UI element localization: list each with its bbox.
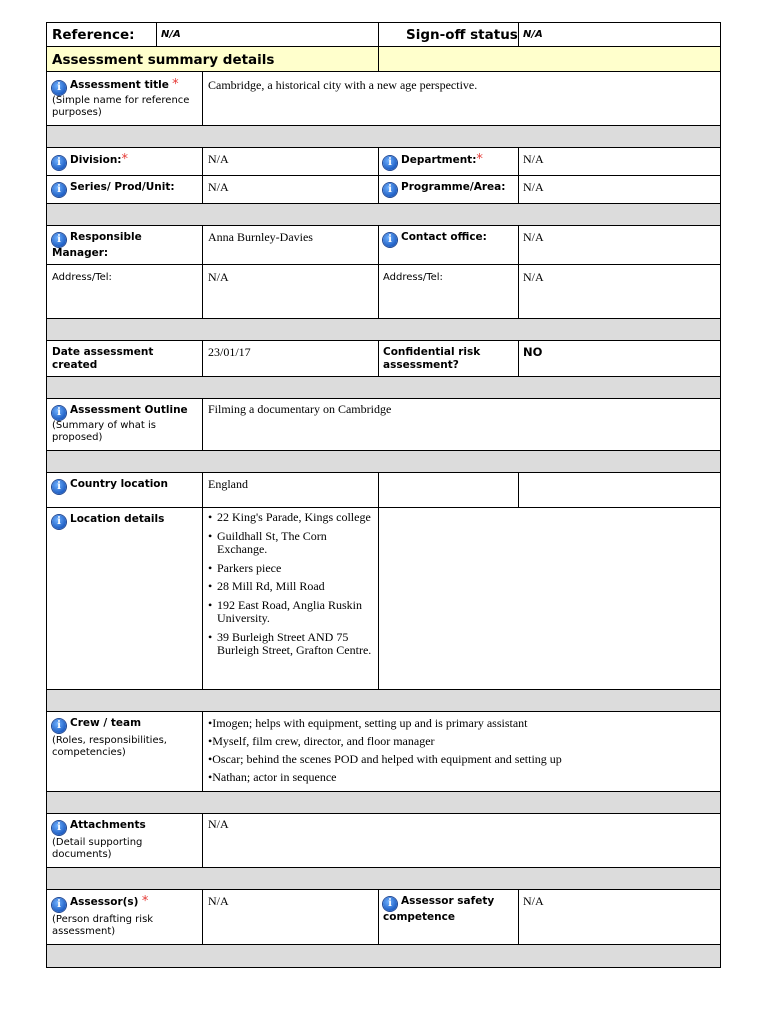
attachments-hint: (Detail supporting documents) [52,837,143,860]
required-asterisk: * [141,894,149,909]
separator-row [47,944,721,967]
location-details-list [208,511,374,663]
country-location-label: i Country location [52,478,168,494]
info-icon[interactable]: i [383,233,397,247]
info-icon[interactable]: i [52,480,66,494]
date-created-label: Date assessment created [52,346,154,371]
programme-value: N/A [523,180,544,194]
required-asterisk: * [172,77,179,92]
assessment-outline-value: Filming a documentary on Cambridge [208,402,392,416]
department-value: N/A [523,152,544,166]
required-asterisk: * [121,152,128,167]
separator-row [47,203,721,225]
list-item: • 39 Burleigh Street AND 75 Burleigh Street, Grafton Centre. [208,631,374,658]
info-icon[interactable]: i [52,719,66,733]
address-tel-label: Address/Tel: [52,272,112,283]
info-icon[interactable]: i [52,821,66,835]
list-item: • Guildhall St, The Corn Exchange. [208,530,374,557]
info-icon[interactable]: i [52,515,66,529]
assessors-hint: (Person drafting risk assessment) [52,914,154,937]
confidential-label: Confidential risk assessment? [383,346,481,371]
list-item: •Myself, film crew, director, and floor manager [208,734,435,748]
responsible-manager-value: Anna Burnley-Davies [208,230,313,244]
signoff-status-label: Sign-off status [406,27,518,43]
division-value: N/A [208,152,229,166]
series-label: i Series/ Prod/Unit: [52,181,175,197]
list-item: • 22 King's Parade, Kings college [208,511,374,525]
assessor-competence-label: i Assessor safety competence [383,895,495,923]
assessment-title-value: Cambridge, a historical city with a new age perspective. [208,78,478,92]
assessment-title-label: i Assessment title * (Simple name for reference purposes) [52,78,198,119]
list-item: •Nathan; actor in sequence [208,770,337,784]
separator-row [47,689,721,711]
location-details-label: i Location details [52,513,164,529]
division-label: i Division:* [52,153,128,170]
country-location-value: England [208,477,248,491]
date-created-value: 23/01/17 [208,345,251,359]
attachments-value: N/A [208,817,229,831]
address-tel-label: Address/Tel: [383,272,443,283]
info-icon[interactable]: i [52,81,66,95]
attachments-label: i Attachments (Detail supporting documents) [52,819,198,861]
crew-team-hint: (Roles, responsibilities, competencies) [52,735,167,758]
list-item: •Imogen; helps with equipment, setting up and is primary assistant [208,716,528,730]
series-value: N/A [208,180,229,194]
assessors-label: i Assessor(s) * (Person drafting risk assessment) [52,895,198,938]
list-item: • 28 Mill Rd, Mill Road [208,580,374,594]
assessment-outline-label: i Assessment Outline (Summary of what is proposed) [52,404,198,444]
info-icon[interactable]: i [52,183,66,197]
separator-row [47,376,721,398]
department-label: i Department:* [383,153,483,170]
separator-row [47,318,721,340]
signoff-status-value: N/A [523,29,543,40]
separator-row [47,125,721,147]
info-icon[interactable]: i [383,183,397,197]
assessment-title-hint: (Simple name for reference purposes) [52,95,190,118]
info-icon[interactable]: i [383,897,397,911]
reference-label: Reference: [52,27,135,43]
programme-label: i Programme/Area: [383,181,505,197]
assessor-competence-value: N/A [523,894,544,908]
separator-row [47,791,721,813]
list-item: • Parkers piece [208,562,374,576]
list-item: •Oscar; behind the scenes POD and helped with equipment and setting up [208,752,562,766]
separator-row [47,450,721,472]
reference-value: N/A [161,29,181,40]
address-tel-value: N/A [208,270,229,284]
crew-team-label: i Crew / team (Roles, responsibilities, competencies) [52,717,198,759]
responsible-manager-label: i Responsible Manager: [52,231,142,259]
address-tel-value: N/A [523,270,544,284]
assessment-outline-hint: (Summary of what is proposed) [52,420,156,443]
info-icon[interactable]: i [52,898,66,912]
crew-team-list [208,716,716,788]
confidential-value: NO [523,345,543,359]
info-icon[interactable]: i [383,156,397,170]
assessors-value: N/A [208,894,229,908]
info-icon[interactable]: i [52,156,66,170]
section-title: Assessment summary details [52,52,275,68]
contact-office-label: i Contact office: [383,231,487,247]
list-item: • 192 East Road, Anglia Ruskin University. [208,599,374,626]
separator-row [47,867,721,889]
info-icon[interactable]: i [52,233,66,247]
required-asterisk: * [476,152,483,167]
info-icon[interactable]: i [52,406,66,420]
contact-office-value: N/A [523,230,544,244]
